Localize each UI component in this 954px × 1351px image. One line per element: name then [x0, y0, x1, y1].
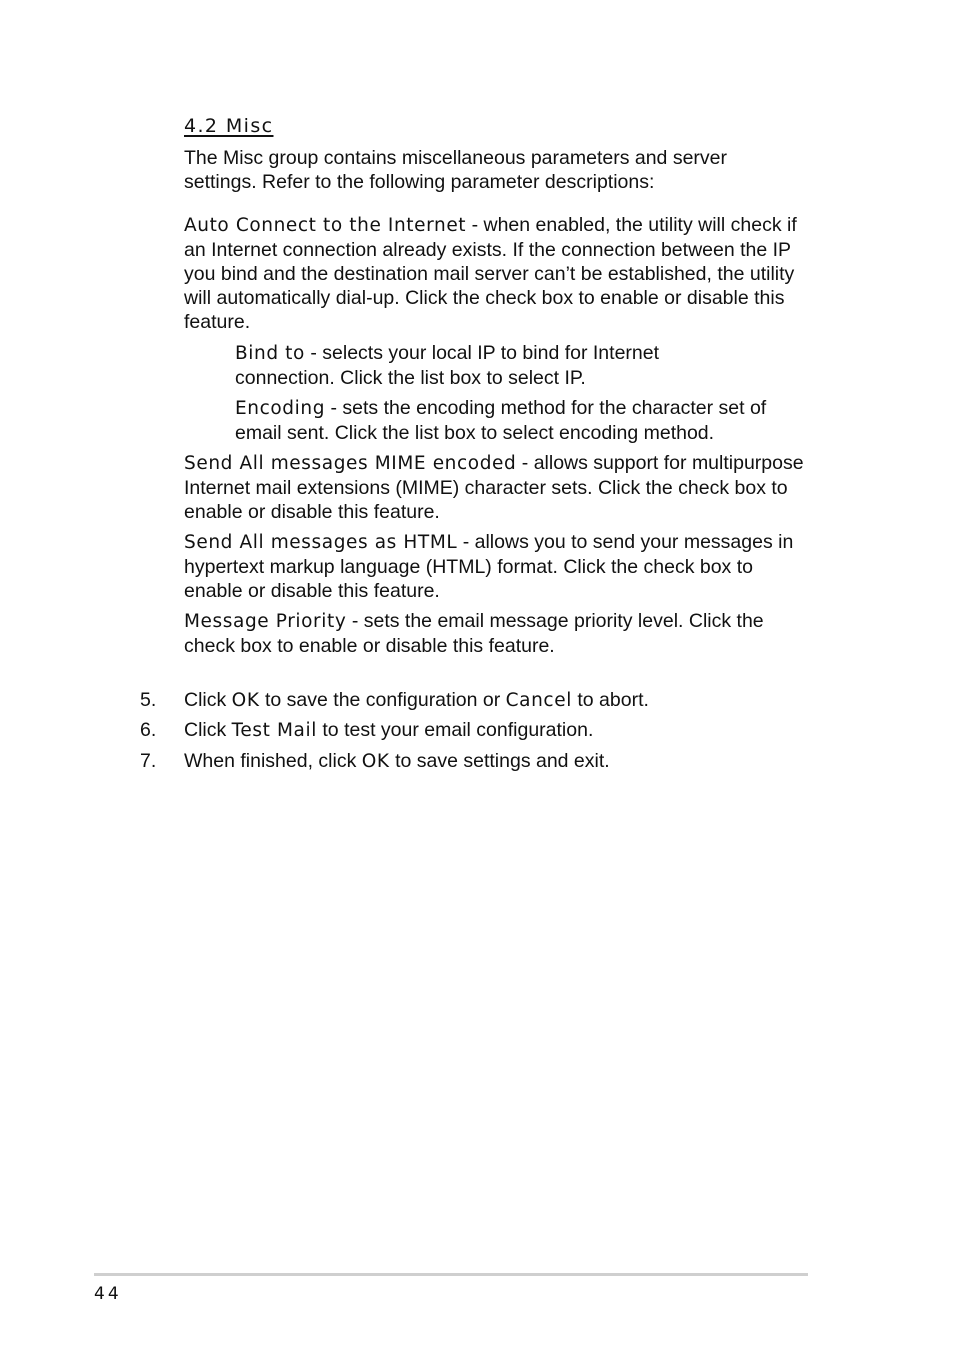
step-text-part: to save the configuration or — [259, 689, 506, 711]
param-description: - sets the encoding method for the character set of email sent. Click the list box to select encoding method. — [235, 397, 767, 444]
step-text-part: to test your email configuration. — [316, 719, 594, 741]
section-heading: 4.2 Misc — [184, 115, 274, 137]
page-number: 44 — [94, 1284, 122, 1304]
param-description: - allows you to send your messages in hypertext markup language (HTML) format. Click the check box to enable or disable this feature. — [184, 531, 794, 602]
param-term: Send All messages MIME encoded — [184, 453, 517, 474]
param-term: Auto Connect to the Internet — [184, 215, 467, 236]
param-bind-to — [235, 341, 705, 390]
param-encoding — [235, 396, 810, 445]
step-number: 6. — [140, 719, 157, 741]
step-text — [184, 749, 610, 774]
step-text — [184, 688, 649, 713]
param-description: - when enabled, the utility will check if an Internet connection already exists. If the connection between the IP you bind and the destination mail server can’t be established, the utility will automatically dial-up. Click the check box to enable or disable this feature. — [184, 214, 797, 333]
step-text-part: Click — [184, 719, 232, 741]
param-term: Send All messages as HTML — [184, 532, 458, 553]
param-description: - allows support for multipurpose Internet mail extensions (MIME) character sets. Click the check box to enable or disable this feature. — [184, 452, 804, 523]
param-description: - sets the email message priority level. Click the check box to enable or disable this feature. — [184, 610, 764, 657]
step-text-part: When finished, click — [184, 750, 362, 772]
param-priority — [184, 609, 809, 658]
step-text-part: to abort. — [571, 689, 649, 711]
ok-button-ref: OK — [361, 751, 390, 772]
step-text-part: to save settings and exit. — [389, 750, 610, 772]
step-number: 5. — [140, 689, 157, 711]
param-description: - selects your local IP to bind for Internet connection. Click the list box to select IP. — [235, 342, 660, 389]
param-term: Encoding — [235, 398, 326, 419]
test-mail-button-ref: Test Mail — [231, 720, 317, 741]
param-term: Bind to — [235, 343, 305, 364]
ok-button-ref: OK — [231, 690, 260, 711]
step-number: 7. — [140, 750, 157, 772]
param-auto-connect — [184, 213, 814, 334]
step-text-part: Click — [184, 689, 232, 711]
section-intro: The Misc group contains miscellaneous parameters and server settings. Refer to the following parameter descriptions: — [184, 147, 728, 193]
param-mime — [184, 451, 809, 524]
param-html — [184, 530, 809, 603]
param-term: Message Priority — [184, 611, 347, 632]
footer-divider — [94, 1273, 808, 1276]
cancel-button-ref: Cancel — [505, 690, 572, 711]
step-text — [184, 718, 593, 743]
